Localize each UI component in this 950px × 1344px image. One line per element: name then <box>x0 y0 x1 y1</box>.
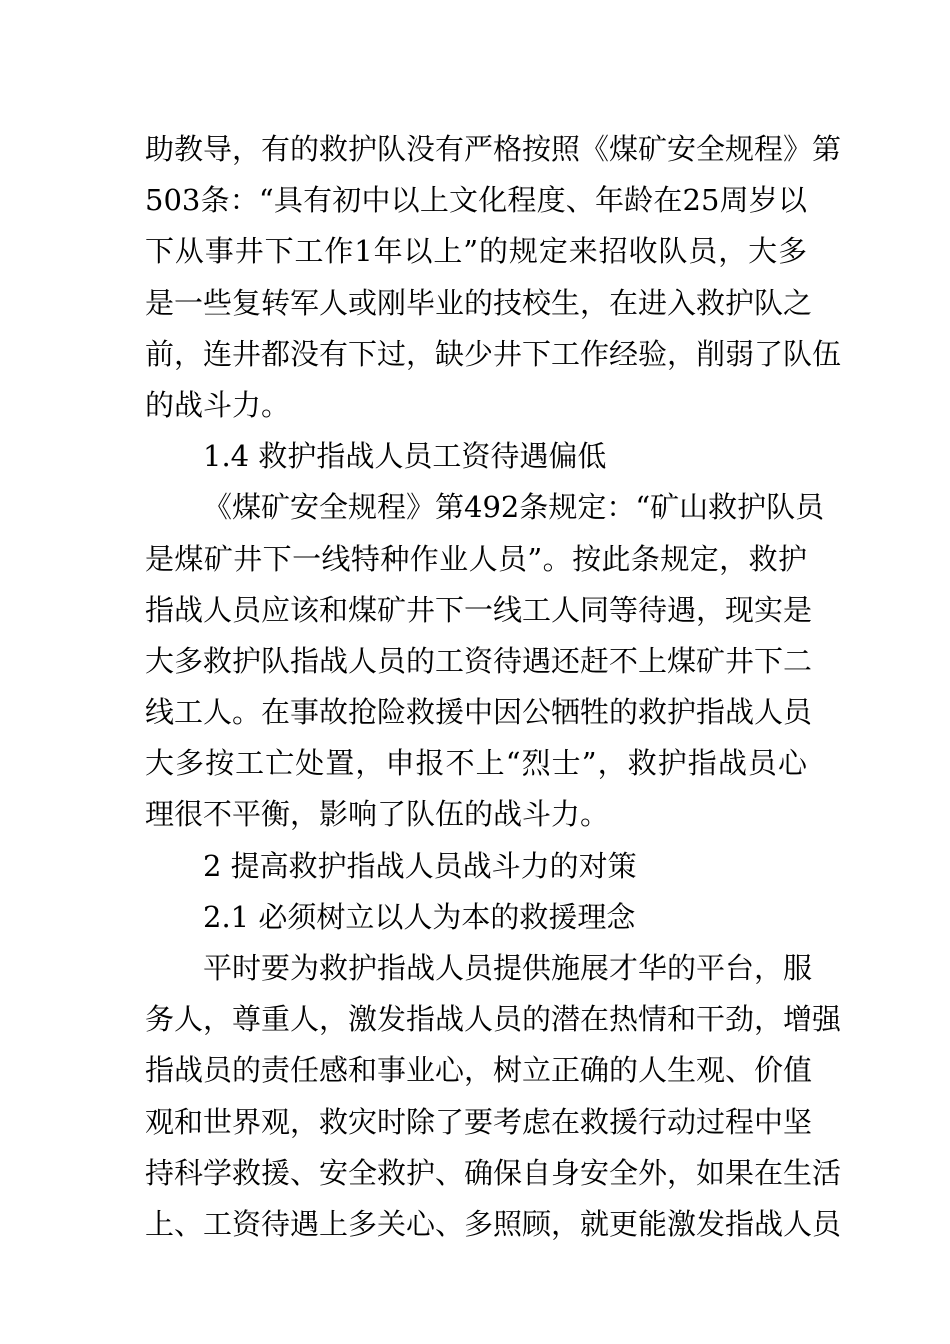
text-line: 《煤矿安全规程》第492条规定：“矿山救护队员 <box>203 490 825 525</box>
text-line: 下从事井下工作1年以上”的规定来招收队员，大多 <box>145 234 807 269</box>
text-line: 503条：“具有初中以上文化程度、年龄在25周岁以 <box>145 183 807 218</box>
text-line: 上、工资待遇上多关心、多照顾，就更能激发指战人员 <box>145 1206 842 1241</box>
text-line: 平时要为救护指战人员提供施展才华的平台，服 <box>203 951 813 985</box>
text-line: 线工人。在事故抢险救援中因公牺牲的救护指战人员 <box>145 695 813 730</box>
text-line: 指战人员应该和煤矿井下一线工人同等待遇，现实是 <box>145 592 813 627</box>
text-line: 观和世界观，救灾时除了要考虑在救援行动过程中坚 <box>145 1104 813 1139</box>
text-line: 是一些复转军人或刚毕业的技校生，在进入救护队之 <box>145 285 813 320</box>
text-line: 理很不平衡，影响了队伍的战斗力。 <box>145 797 610 832</box>
section-heading: 2 提高救护指战人员战斗力的对策 <box>203 848 637 883</box>
text-line: 前，连井都没有下过，缺少井下工作经验，削弱了队伍 <box>145 336 842 371</box>
text-line: 指战员的责任感和事业心，树立正确的人生观、价值 <box>145 1053 813 1088</box>
text-line: 务人，尊重人，激发指战人员的潜在热情和干劲，增强 <box>145 1002 842 1037</box>
document-body <box>145 124 842 1250</box>
text-line: 的战斗力。 <box>145 387 291 422</box>
text-line: 大多救护队指战人员的工资待遇还赶不上煤矿井下二 <box>145 643 813 678</box>
text-line: 助教导，有的救护队没有严格按照《煤矿安全规程》第 <box>145 132 842 166</box>
section-heading: 1.4 救护指战人员工资待遇偏低 <box>203 439 607 474</box>
text-line: 持科学救援、安全救护、确保自身安全外，如果在生活 <box>145 1155 842 1190</box>
text-line: 是煤矿井下一线特种作业人员”。按此条规定，救护 <box>145 541 807 576</box>
text-line: 大多按工亡处置，申报不上“烈士”，救护指战员心 <box>145 746 807 781</box>
subsection-heading: 2.1 必须树立以人为本的救援理念 <box>203 899 636 934</box>
